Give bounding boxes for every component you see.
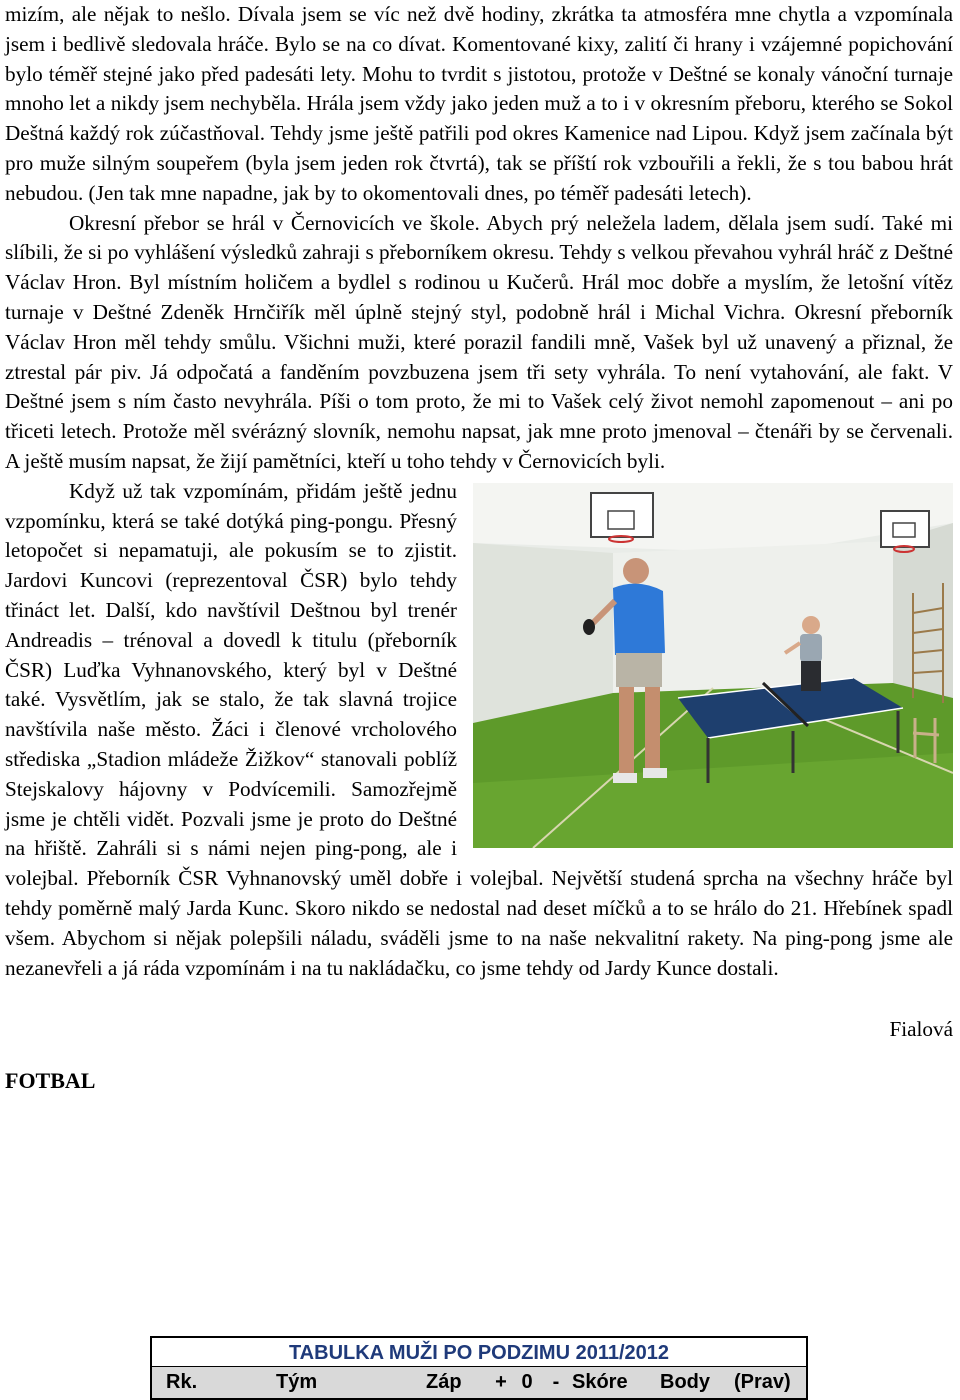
col-points: Body	[660, 1371, 710, 1393]
backboard-right	[881, 511, 929, 547]
col-score: Skóre	[572, 1371, 628, 1393]
col-losses: -	[552, 1371, 560, 1393]
paragraph-3: Když už tak vzpomínám, přidám ještě jednu vzpomínku, která se také dotýká ping-pongu. Přesný letopočet si nepamatuji, ale pokusím se to zjistit. Jardovi Kuncovi (reprezentoval ČSR) bylo tehdy třináct let. Další, kdo navštívil Deštnou byl trenér Andreadis – trénoval a dovedl k titulu (přeborník ČSR) Luďka Vyhnanovského, který byl v Deštné také. Vysvětlím, jak se stalo, že tak slavná trojice navštívila naše město. Žáci i členové vrcholového střediska „Stadion mládeže Žižkov“ stanovali poblíž Stejskalovy hájovny v Podvícemili. Samozřejmě jsme je chtěli vidět. Pozvali jsme je proto do Deštné na hřiště. Zahráli si s námi nejen ping-pong, ale i volejbal. Přeborník ČSR Vyhnanovský uměl dobře i volejbal. Největší studená sprcha na všechny hráče byl tehdy poměrně malý Jarda Kunc. Skoro nikdo se nedostal nad deset míčků a to se hrálo do 21. Hřebínek spadl všem. Abychom si nějak polepšili náladu, sváděli jsme to na naše nekvalitní rakety. Na ping-pong jsme ale nezanevřeli a já ráda vzpomínám i na tu nakládačku, co jsme tehdy od Jardy Kunce dostali.	[5, 478, 953, 980]
section-heading-fotbal: FOTBAL	[5, 1068, 96, 1094]
col-wins: +	[495, 1371, 507, 1393]
gym-scene-svg	[473, 483, 953, 848]
col-rank: Rk.	[166, 1371, 198, 1393]
col-team: Tým	[276, 1371, 318, 1393]
backboard-left	[591, 493, 653, 537]
col-truth: (Prav)	[734, 1371, 791, 1393]
table-caption: TABULKA MUŽI PO PODZIMU 2011/2012	[288, 1342, 670, 1364]
document-page	[5, 0, 953, 1094]
col-draws: 0	[521, 1371, 533, 1393]
author-signature: Fialová	[889, 1017, 953, 1042]
paragraph-2: Okresní přebor se hrál v Černovicích ve škole. Abych prý neležela ladem, dělala jsem sudí. Také mi slíbili, že si po vyhlášení výsledků zahraji s přeborníkem okresu. Tehdy s velkou převahou vyhrál hráč z Deštné Václav Hron. Byl místním holičem a bydlel s rodinou u Kučerů. Hrál moc dobře a myslím, že letošní vítěz turnaje v Deštné Zdeněk Hrnčiřík měl úplně stejný styl, podobně hrál i Michal Vichra. Okresní přeborník Václav Hron měl tehdy smůlu. Všichni muži, které porazil fandili mně, Vašek byl už unavený a přiznal, že ztrestal pár piv. Já odpočatá a fanděním povzbuzena jsem tři sety vyhrála. To není vytahování, ale fakt. V Deštné jsem s ním často nevyhrála. Píši o tom proto, že mi to Vašek celý život nemohl zapomenout – ani po třiceti letech. Protože měl svérázný slovník, nemohu napsat, jak mne proto jmenoval – čtenáři by se červenali. A ještě musím napsat, že žijí pamětníci, kteří u toho tehdy v Černovicích byli.	[5, 210, 953, 473]
table-header-row	[152, 1366, 806, 1398]
ping-pong-photo	[473, 483, 953, 848]
standings-table	[150, 1336, 808, 1400]
paragraph-1: mizím, ale nějak to nešlo. Dívala jsem se víc než dvě hodiny, zkrátka ta atmosféra mne chytla a vzpomínala jsem i bedlivě sledovala hráče. Bylo se na co dívat. Komentované kixy, zalití či hrany i vzájemné popichování bylo téměř stejné jako před padesáti lety. Mohu to tvrdit s jistotou, protože v Deštné se konaly vánoční turnaje mnoho let a nikdy jsem nechyběla. Hrála jsem vždy jako jeden muž a to i v okresním přeboru, kterého se Sokol Deštná každý rok zúčastňoval. Tehdy jsme ještě patřili pod okres Kamenice nad Lipou. Když jsem začínala být pro muže silným soupeřem (byla jsem jeden rok čtvrtá), tak se příští rok vzbouřili a řekli, že s tou babou hrát nebudou. (Jen tak mne napadne, jak by to okomentovali dnes, po téměř padesáti letech).	[5, 2, 953, 205]
col-played: Záp	[426, 1371, 462, 1393]
